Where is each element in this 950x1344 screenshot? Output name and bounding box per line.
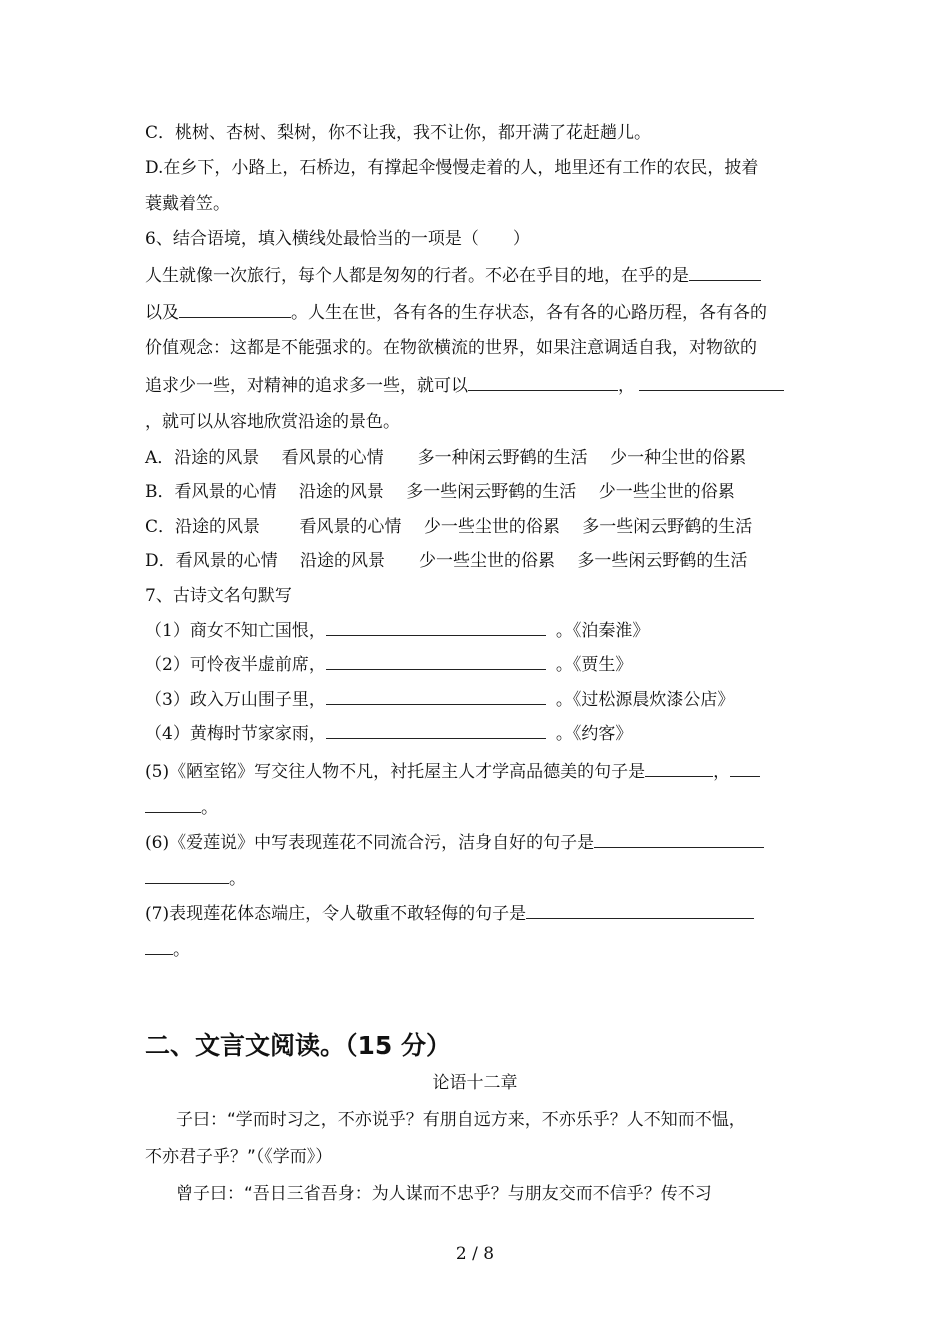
q6-option-a: A．沿途的风景 看风景的心情 多一种闲云野鹤的生活 少一种尘世的俗累 <box>145 448 747 468</box>
option-d-text-line1: D.在乡下，小路上，石桥边，有撑起伞慢慢走着的人，地里还有工作的农民，披着 <box>145 158 759 178</box>
passage-line-3: 价值观念：这都是不能强求的。在物欲横流的世界，如果注意调适自我，对物欲的 <box>145 338 757 358</box>
answer-blank[interactable] <box>645 760 713 777</box>
q6-option-c: C．沿途的风景 看风景的心情 少一些尘世的俗累 多一些闲云野鹤的生活 <box>145 517 753 537</box>
option-c-text: C．桃树、杏树、梨树，你不让我，我不让你，都开满了花赶趟儿。 <box>145 123 652 143</box>
answer-blank[interactable] <box>594 831 764 848</box>
passage-line-4-text-a: 追求少一些，对精神的追求多一些，就可以 <box>145 376 468 396</box>
recite-item-5-prompt: (5)《陋室铭》写交往人物不凡，衬托屋主人才学高品德美的句子是 <box>145 762 646 782</box>
question-7-title: 7、古诗文名句默写 <box>145 586 292 606</box>
recite-item-2 <box>145 653 632 676</box>
recite-item-5-line2 <box>145 796 218 819</box>
question-6-title: 6、结合语境，填入横线处最恰当的一项是（ ） <box>145 229 530 249</box>
recite-item-7-line1 <box>145 902 754 925</box>
passage-title: 论语十二章 <box>432 1073 518 1093</box>
passage-line-2 <box>145 301 767 324</box>
passage-line-2-text-a: 以及 <box>145 303 179 323</box>
answer-blank[interactable] <box>326 619 546 636</box>
analects-para-1-line2: 不亦君子乎？”（《学而》） <box>145 1147 333 1167</box>
recite-item-5-line1 <box>145 760 760 783</box>
recite-item-7-end: 。 <box>173 940 190 960</box>
section-title: 二、文言文阅读。（15 分） <box>145 1031 451 1060</box>
recite-item-1-source: 。《泊秦淮》 <box>555 621 650 641</box>
recite-item-3-source: 。《过松源晨炊漆公店》 <box>555 690 735 710</box>
answer-blank[interactable] <box>639 374 784 391</box>
q6-option-d: D．看风景的心情 沿途的风景 少一些尘世的俗累 多一些闲云野鹤的生活 <box>145 551 748 571</box>
recite-item-7-line2 <box>145 938 190 961</box>
analects-para-1-line1: 子曰：“学而时习之，不亦说乎？有朋自远方来，不亦乐乎？人不知而不愠， <box>176 1110 746 1130</box>
recite-item-6-line1 <box>145 831 764 854</box>
recite-item-6-line2 <box>145 867 246 890</box>
passage-line-1-text: 人生就像一次旅行，每个人都是匆匆的行者。不必在乎目的地，在乎的是 <box>145 266 689 286</box>
recite-item-1 <box>145 619 649 642</box>
answer-blank[interactable] <box>145 796 201 813</box>
answer-blank[interactable] <box>179 301 291 318</box>
answer-blank[interactable] <box>326 722 546 739</box>
option-d-text-line2: 蓑戴着笠。 <box>145 194 230 214</box>
recite-item-6-end: 。 <box>229 869 246 889</box>
answer-blank[interactable] <box>326 688 546 705</box>
recite-item-4-source: 。《约客》 <box>555 724 633 744</box>
recite-item-2-prompt: （2）可怜夜半虚前席， <box>145 655 326 675</box>
passage-line-4 <box>145 374 784 397</box>
recite-item-4 <box>145 722 632 745</box>
passage-line-5: ，就可以从容地欣赏沿途的景色。 <box>145 412 400 432</box>
recite-item-5-comma: ， <box>713 762 731 782</box>
recite-item-3 <box>145 688 734 711</box>
recite-item-7-prompt: (7)表现莲花体态端庄，令人敬重不敢轻侮的句子是 <box>145 904 527 924</box>
passage-line-1 <box>145 264 761 287</box>
passage-line-2-text-b: 。人生在世，各有各的生存状态，各有各的心路历程，各有各的 <box>291 303 767 323</box>
recite-item-5-end: 。 <box>201 798 218 818</box>
passage-line-4-text-b: ， <box>618 376 635 396</box>
recite-item-2-source: 。《贾生》 <box>555 655 633 675</box>
answer-blank[interactable] <box>145 867 229 884</box>
recite-item-1-prompt: （1）商女不知亡国恨， <box>145 621 326 641</box>
recite-item-3-prompt: （3）政入万山围子里， <box>145 690 326 710</box>
q6-option-b: B．看风景的心情 沿途的风景 多一些闲云野鹤的生活 少一些尘世的俗累 <box>145 482 735 502</box>
answer-blank[interactable] <box>526 902 754 919</box>
recite-item-4-prompt: （4）黄梅时节家家雨， <box>145 724 326 744</box>
analects-para-2-line1: 曾子曰：“吾日三省吾身：为人谋而不忠乎？与朋友交而不信乎？传不习 <box>176 1184 712 1204</box>
answer-blank[interactable] <box>730 760 760 777</box>
recite-item-6-prompt: (6)《爱莲说》中写表现莲花不同流合污，洁身自好的句子是 <box>145 833 595 853</box>
answer-blank[interactable] <box>326 653 546 670</box>
answer-blank[interactable] <box>145 938 173 955</box>
answer-blank[interactable] <box>468 374 618 391</box>
page-number: 2 / 8 <box>455 1244 495 1264</box>
answer-blank[interactable] <box>689 264 761 281</box>
